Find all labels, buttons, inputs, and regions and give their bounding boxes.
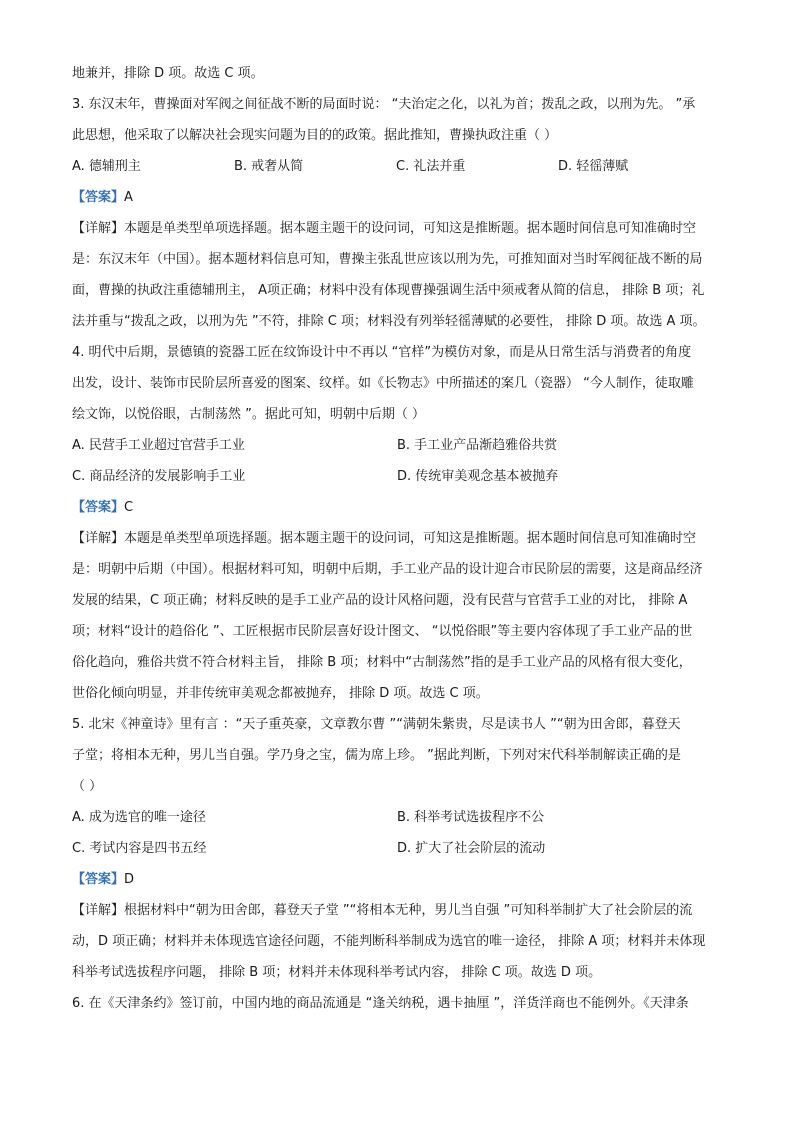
question-6 bbox=[72, 988, 722, 1019]
answer-label: 【答案】 bbox=[72, 872, 125, 887]
detail-line: 是：明朝中后期（中国）。根据材料可知，明朝中后期，手工业产品的设计迎合市民阶层的需要，这是商品经济 bbox=[72, 562, 703, 577]
options-row bbox=[72, 461, 722, 492]
option-a: A. 德辅刑主 bbox=[72, 159, 141, 174]
detail-line: 发展的结果，C 项正确；材料反映的是手工业产品的设计风格问题，没有民营与官营手工业的对比， 排除 A bbox=[72, 593, 688, 608]
option-c: C. 考试内容是四书五经 bbox=[72, 841, 207, 856]
question-stem-line: 3. 东汉末年，曹操面对军阀之间征战不断的局面时说： “夫治定之化，以礼为首；拨乱之政，以刑为先。 ”承 bbox=[72, 97, 696, 112]
detail-line: 动，D 项正确；材料并未体现选官途径问题，不能判断科举制成为选官的唯一途径， 排除 A 项；材料并未体现 bbox=[72, 934, 706, 949]
question-stem-line: （ ） bbox=[72, 779, 103, 794]
answer-line bbox=[72, 182, 722, 213]
question-stem-line: 出发，设计、装饰市民阶层所喜爱的图案、纹样。如《长物志》中所描述的案几（瓷器） “今人制作，徒取雕 bbox=[72, 376, 694, 391]
option-b: B. 戒奢从简 bbox=[234, 159, 304, 174]
option-d: D. 传统审美观念基本被抛弃 bbox=[397, 469, 559, 484]
question-stem-line: 此思想，他采取了以解决社会现实问题为目的的政策。据此推知，曹操执政注重（ ） bbox=[72, 128, 558, 143]
page-content bbox=[72, 58, 722, 1019]
question-stem-line: 子堂；将相本无种，男儿当自强。学乃身之宝，儒为席上珍。 ”据此判断，下列对宋代科举制解读正确的是 bbox=[72, 748, 681, 763]
question-stem-line: 6. 在《天津条约》签订前，中国内地的商品流通是 “逢关纳税，遇卡抽厘 ”，洋货洋商也不能例外。《天津条 bbox=[72, 996, 689, 1011]
options-row bbox=[72, 430, 722, 461]
question-3 bbox=[72, 89, 722, 337]
option-d: D. 扩大了社会阶层的流动 bbox=[397, 841, 546, 856]
detail-line: 俗化趋向，雅俗共赏不符合材料主旨， 排除 B 项；材料中“古制荡然”指的是手工业产品的风格有很大变化， bbox=[72, 655, 692, 670]
option-a: A. 成为选官的唯一途径 bbox=[72, 810, 206, 825]
option-d: D. 轻徭薄赋 bbox=[558, 159, 629, 174]
options-row bbox=[72, 833, 722, 864]
answer-label: 【答案】 bbox=[72, 190, 125, 205]
options-row bbox=[72, 802, 722, 833]
paragraph-line: 地兼并，排除 D 项。故选 C 项。 bbox=[72, 66, 264, 81]
options-row bbox=[72, 151, 722, 182]
detail-line: 法并重与“拨乱之政，以刑为先 ”不符，排除 C 项；材料没有列举轻徭薄赋的必要性， 排除 D 项。故选 A 项。 bbox=[72, 314, 706, 329]
answer-line bbox=[72, 864, 722, 895]
detail-line: 科举考试选拔程序问题， 排除 B 项；材料并未体现科举考试内容， 排除 C 项。故选 D 项。 bbox=[72, 965, 602, 980]
answer-value: D bbox=[124, 872, 135, 887]
option-c: C. 礼法并重 bbox=[396, 159, 466, 174]
detail-line: 【详解】本题是单类型单项选择题。据本题主题干的设问词，可知这是推断题。据本题时间信息可知准确时空 bbox=[72, 221, 697, 236]
option-b: B. 手工业产品渐趋雅俗共赏 bbox=[397, 438, 558, 453]
question-stem-line: 5. 北宋《神童诗》里有言 ：“天子重英豪，文章教尔曹 ”“满朝朱紫贵，尽是读书人 ”“朝为田舍郎，暮登天 bbox=[72, 717, 681, 732]
option-b: B. 科举考试选拔程序不公 bbox=[397, 810, 545, 825]
detail-line: 面，曹操的执政注重德辅刑主， A项正确；材料中没有体现曹操强调生活中须戒奢从简的信息， 排除 B 项；礼 bbox=[72, 283, 705, 298]
detail-line: 【详解】根据材料中“朝为田舍郎，暮登天子堂 ”“将相本无种，男儿当自强 ”可知科举制扩大了社会阶层的流 bbox=[72, 903, 693, 918]
answer-value: A bbox=[124, 190, 133, 205]
answer-label: 【答案】 bbox=[72, 500, 125, 515]
question-5 bbox=[72, 709, 722, 988]
detail-line: 【详解】本题是单类型单项选择题。据本题主题干的设问词，可知这是推断题。据本题时间信息可知准确时空 bbox=[72, 531, 697, 546]
question-4 bbox=[72, 337, 722, 709]
detail-line: 世俗化倾向明显，并非传统审美观念都被抛弃， 排除 D 项。故选 C 项。 bbox=[72, 686, 489, 701]
detail-line: 是：东汉末年（中国）。据本题材料信息可知，曹操主张乱世应该以刑为先，可推知面对当时军阀征战不断的局 bbox=[72, 252, 703, 267]
option-a: A. 民营手工业超过官营手工业 bbox=[72, 438, 245, 453]
question-stem-line: 绘文饰，以悦俗眼，古制荡然 ”。据此可知，明朝中后期（ ） bbox=[72, 407, 425, 422]
answer-line bbox=[72, 492, 722, 523]
answer-value: C bbox=[124, 500, 134, 515]
option-c: C. 商品经济的发展影响手工业 bbox=[72, 469, 246, 484]
detail-line: 项；材料“设计的趋俗化 ”、工匠根据市民阶层喜好设计图文、 “以悦俗眼”等主要内容体现了手工业产品的世 bbox=[72, 624, 693, 639]
question-stem-line: 4. 明代中后期，景德镇的瓷器工匠在纹饰设计中不再以 “官样”为模仿对象，而是从日常生活与消费者的角度 bbox=[72, 345, 692, 360]
